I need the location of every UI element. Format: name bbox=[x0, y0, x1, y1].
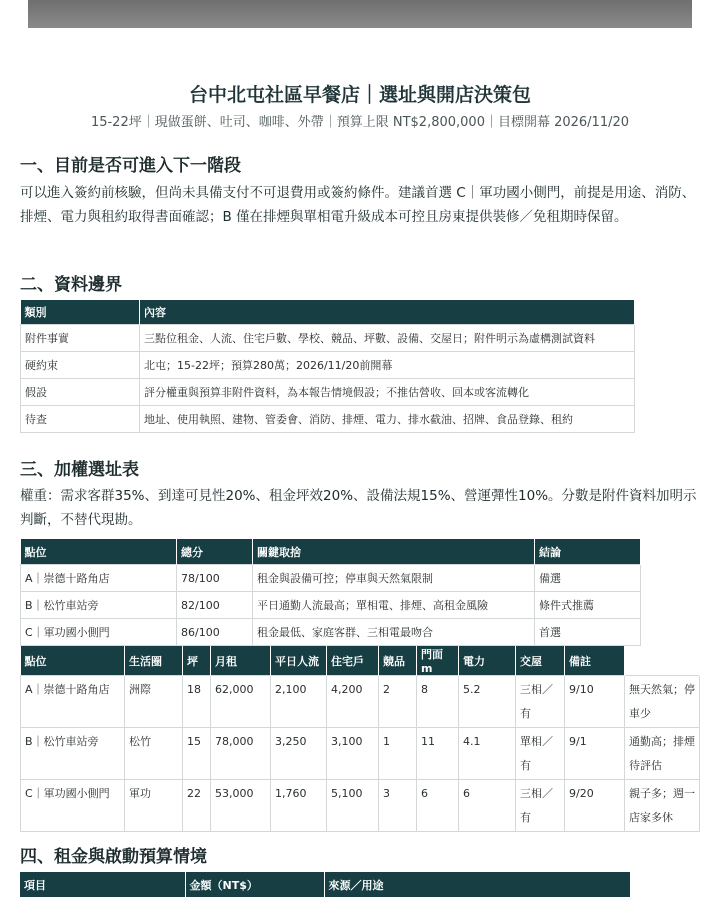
table-row bbox=[21, 379, 635, 406]
table-cell: 三相／有 bbox=[516, 676, 565, 728]
section-3-heading: 三、加權選址表 bbox=[20, 460, 139, 480]
table-cell: 洲際 bbox=[125, 676, 183, 728]
table-cell: 4,200 bbox=[327, 676, 379, 728]
column-header: 生活圈 bbox=[125, 646, 183, 676]
table-cell: 軍功 bbox=[125, 780, 183, 832]
table-cell: 租金與設備可控；停車與天然氣限制 bbox=[253, 565, 535, 592]
table-cell: 三相／有 bbox=[516, 780, 565, 832]
table-cell: 北屯；15-22坪；預算280萬；2026/11/20前開幕 bbox=[140, 352, 635, 379]
table-cell: 22 bbox=[183, 780, 211, 832]
table-cell: 租金最低、家庭客群、三相電最吻合 bbox=[253, 619, 535, 646]
table-cell: 6 bbox=[459, 780, 516, 832]
table-row bbox=[21, 728, 700, 780]
column-header: 坪 bbox=[183, 646, 211, 676]
table-cell: B｜松竹車站旁 bbox=[21, 592, 177, 619]
table-cell: 2,100 bbox=[271, 676, 327, 728]
table-header-row bbox=[21, 539, 641, 565]
section-3-body: 權重：需求客群35%、到達可見性20%、租金坪效20%、設備法規15%、營運彈性10%。分數是附件資料加明示判斷，不替代現勘。 bbox=[20, 488, 697, 528]
table-cell: 15 bbox=[183, 728, 211, 780]
weighted-score-table bbox=[20, 539, 641, 646]
table-cell: 附件事實 bbox=[21, 325, 140, 352]
report-subtitle: 15-22坪｜現做蛋餅、吐司、咖啡、外帶｜預算上限 NT$2,800,000｜目標開幕 2026/11/20 bbox=[90, 115, 630, 130]
table-cell: 6 bbox=[417, 780, 459, 832]
table-cell: 評分權重與預算非附件資料，為本報告情境假設；不推估營收、回本或客流轉化 bbox=[140, 379, 635, 406]
column-header: 金額（NT$） bbox=[185, 872, 324, 897]
browser-top-bar bbox=[28, 0, 692, 28]
table-row bbox=[21, 565, 641, 592]
data-boundary-table bbox=[20, 300, 635, 433]
table-cell: A｜崇德十路角店 bbox=[21, 676, 125, 728]
table-cell: 單相／有 bbox=[516, 728, 565, 780]
header-spacer bbox=[625, 646, 700, 676]
table-cell: 首選 bbox=[535, 619, 641, 646]
table-cell: 條件式推薦 bbox=[535, 592, 641, 619]
column-header: 住宅戶 bbox=[327, 646, 379, 676]
table-cell: 78,000 bbox=[211, 728, 271, 780]
column-header: 門面m bbox=[417, 646, 459, 676]
column-header: 內容 bbox=[140, 300, 635, 325]
column-header: 類別 bbox=[21, 300, 140, 325]
column-header: 平日人流 bbox=[271, 646, 327, 676]
column-header: 點位 bbox=[21, 646, 125, 676]
column-header: 交屋 bbox=[516, 646, 565, 676]
site-detail-table bbox=[20, 646, 700, 832]
table-cell: 82/100 bbox=[177, 592, 253, 619]
column-header: 結論 bbox=[535, 539, 641, 565]
table-cell: 9/10 bbox=[565, 676, 625, 728]
column-header: 點位 bbox=[21, 539, 177, 565]
table-cell: 地址、使用執照、建物、管委會、消防、排煙、電力、排水截油、招牌、食品登錄、租約 bbox=[140, 406, 635, 433]
table-cell: 假設 bbox=[21, 379, 140, 406]
table-cell: 1 bbox=[379, 728, 417, 780]
column-header: 月租 bbox=[211, 646, 271, 676]
report-title: 台中北屯社區早餐店｜選址與開店決策包 bbox=[188, 84, 531, 106]
table-cell: 松竹 bbox=[125, 728, 183, 780]
table-header-row bbox=[21, 646, 700, 676]
table-cell: 三點位租金、人流、住宅戶數、學校、競品、坪數、設備、交屋日；附件明示為虛構測試資料 bbox=[140, 325, 635, 352]
table-cell: 無天然氣；停車少 bbox=[625, 676, 700, 728]
budget-table bbox=[20, 872, 631, 897]
section-1-body: 可以進入簽約前核驗，但尚未具備支付不可退費用或簽約條件。建議首選 C｜軍功國小側門，前提是用途、消防、排煙、電力與租約取得書面確認；B 僅在排煙與單相電升級成本可控且房東提供裝修／免租期時保留。 bbox=[20, 185, 696, 225]
table-cell: 18 bbox=[183, 676, 211, 728]
table-row bbox=[21, 406, 635, 433]
table-cell: 3,100 bbox=[327, 728, 379, 780]
column-header: 電力 bbox=[459, 646, 516, 676]
table-row bbox=[21, 592, 641, 619]
table-cell: 62,000 bbox=[211, 676, 271, 728]
column-header: 總分 bbox=[177, 539, 253, 565]
table-cell: 通勤高；排煙待評估 bbox=[625, 728, 700, 780]
table-cell: 8 bbox=[417, 676, 459, 728]
table-cell: 硬約束 bbox=[21, 352, 140, 379]
table-cell: 9/1 bbox=[565, 728, 625, 780]
section-2-heading: 二、資料邊界 bbox=[20, 275, 122, 295]
table-cell: 親子多；週一店家多休 bbox=[625, 780, 700, 832]
table-cell: A｜崇德十路角店 bbox=[21, 565, 177, 592]
table-cell: 2 bbox=[379, 676, 417, 728]
table-cell: 4.1 bbox=[459, 728, 516, 780]
table-cell: 3 bbox=[379, 780, 417, 832]
table-cell: C｜軍功國小側門 bbox=[21, 780, 125, 832]
column-header: 來源／用途 bbox=[324, 872, 631, 897]
table-cell: 9/20 bbox=[565, 780, 625, 832]
section-4-heading: 四、租金與啟動預算情境 bbox=[20, 847, 207, 867]
table-row bbox=[21, 352, 635, 379]
table-cell: 11 bbox=[417, 728, 459, 780]
table-row bbox=[21, 619, 641, 646]
table-cell: 待查 bbox=[21, 406, 140, 433]
table-cell: 3,250 bbox=[271, 728, 327, 780]
table-header-row bbox=[21, 300, 635, 325]
column-header: 關鍵取捨 bbox=[253, 539, 535, 565]
table-cell: B｜松竹車站旁 bbox=[21, 728, 125, 780]
table-cell: 53,000 bbox=[211, 780, 271, 832]
column-header: 備註 bbox=[565, 646, 625, 676]
section-1-heading: 一、目前是否可進入下一階段 bbox=[20, 156, 241, 176]
table-cell: C｜軍功國小側門 bbox=[21, 619, 177, 646]
table-cell: 5.2 bbox=[459, 676, 516, 728]
table-row bbox=[21, 780, 700, 832]
table-header-row bbox=[20, 872, 631, 897]
table-cell: 86/100 bbox=[177, 619, 253, 646]
table-cell: 5,100 bbox=[327, 780, 379, 832]
column-header: 競品 bbox=[379, 646, 417, 676]
table-cell: 平日通勤人流最高；單相電、排煙、高租金風險 bbox=[253, 592, 535, 619]
table-cell: 1,760 bbox=[271, 780, 327, 832]
table-cell: 78/100 bbox=[177, 565, 253, 592]
table-cell: 備選 bbox=[535, 565, 641, 592]
table-row bbox=[21, 325, 635, 352]
column-header: 項目 bbox=[20, 872, 185, 897]
table-row bbox=[21, 676, 700, 728]
